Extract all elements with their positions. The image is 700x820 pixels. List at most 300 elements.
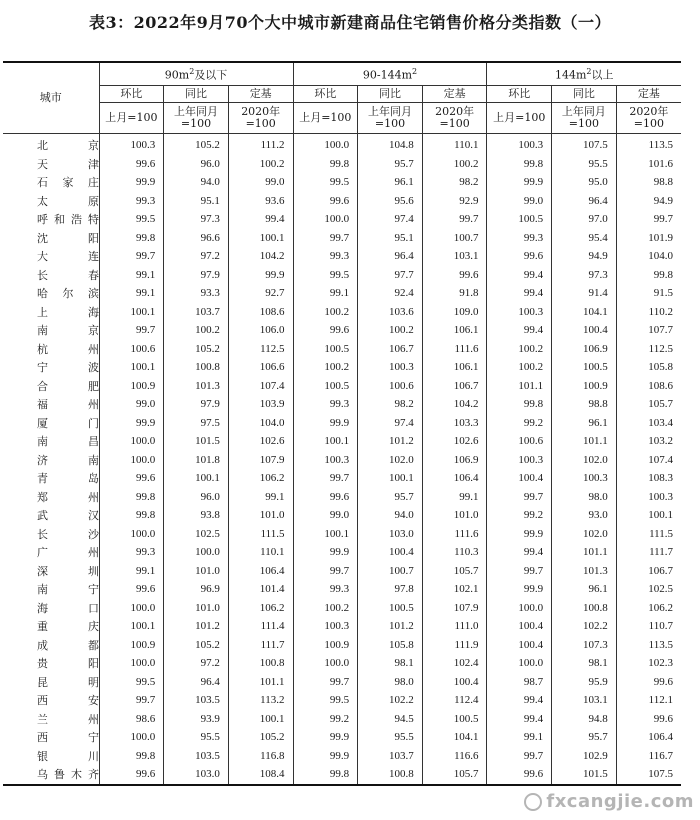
index-value-cell: 112.4 [422,691,487,710]
city-name-cell [3,765,99,785]
index-value-cell: 96.0 [164,488,229,507]
city-name: 广州 [37,546,99,560]
base-header-prev-year: 上年同月=100 [552,103,617,134]
index-value-cell: 99.9 [293,543,358,562]
index-value-cell: 100.2 [293,358,358,377]
index-value-cell: 112.5 [228,340,293,359]
index-value-cell: 102.9 [552,747,617,766]
city-name-cell [3,358,99,377]
city-name-cell [3,525,99,544]
index-value-cell: 105.7 [422,562,487,581]
index-value-cell: 100.2 [293,599,358,618]
base-header-prev-month: 上月=100 [487,103,552,134]
city-name-cell [3,654,99,673]
index-value-cell: 100.1 [358,469,423,488]
index-value-cell: 95.5 [552,155,617,174]
index-value-cell: 102.0 [552,525,617,544]
index-value-cell: 106.4 [422,469,487,488]
index-value-cell: 99.9 [228,266,293,285]
index-value-cell: 110.2 [616,303,681,322]
index-value-cell: 97.5 [164,414,229,433]
index-value-cell: 102.0 [552,451,617,470]
index-value-cell: 95.7 [358,488,423,507]
index-value-cell: 100.1 [228,229,293,248]
city-name: 济南 [37,453,99,467]
index-value-cell: 107.9 [228,451,293,470]
city-name-cell [3,543,99,562]
index-value-cell: 100.2 [228,155,293,174]
table-row [3,377,681,396]
index-value-cell: 104.1 [422,728,487,747]
index-value-cell: 100.4 [358,543,423,562]
index-value-cell: 94.8 [552,710,617,729]
city-name: 杭州 [37,342,99,356]
table-row [3,691,681,710]
city-name: 长春 [37,268,99,282]
index-value-cell: 101.3 [164,377,229,396]
city-name: 兰州 [37,712,99,726]
table-row [3,358,681,377]
index-value-cell: 99.7 [487,488,552,507]
index-value-cell: 99.6 [487,765,552,785]
index-value-cell: 93.3 [164,284,229,303]
index-value-cell: 99.4 [487,710,552,729]
index-value-cell: 99.5 [293,266,358,285]
index-value-cell: 100.0 [99,599,164,618]
index-value-cell: 101.1 [228,673,293,692]
index-value-cell: 100.9 [99,377,164,396]
index-value-cell: 105.8 [358,636,423,655]
table-row [3,488,681,507]
table-header [3,62,681,134]
index-value-cell: 106.7 [422,377,487,396]
city-name-cell [3,580,99,599]
city-name: 西安 [37,694,99,708]
city-name-cell [3,377,99,396]
index-value-cell: 96.1 [552,580,617,599]
table-row [3,562,681,581]
city-name-cell [3,155,99,174]
table-row [3,765,681,785]
index-value-cell: 99.3 [487,229,552,248]
index-value-cell: 100.1 [228,710,293,729]
table-row [3,469,681,488]
group-header-under-90: $90m^2$及以下 [99,62,293,86]
index-value-cell: 99.8 [99,747,164,766]
index-value-cell: 103.1 [422,247,487,266]
index-value-cell: 99.3 [293,580,358,599]
index-value-cell: 102.4 [422,654,487,673]
index-value-cell: 97.4 [358,210,423,229]
city-name: 海口 [37,601,99,615]
index-value-cell: 99.1 [228,488,293,507]
index-value-cell: 100.1 [99,303,164,322]
index-value-cell: 100.4 [487,617,552,636]
index-value-cell: 94.9 [552,247,617,266]
sub-header-base: 定基 [422,86,487,103]
index-value-cell: 100.7 [422,229,487,248]
table-row [3,192,681,211]
city-name-cell [3,691,99,710]
index-value-cell: 99.9 [99,173,164,192]
index-value-cell: 111.6 [422,340,487,359]
index-value-cell: 103.2 [616,432,681,451]
sub-header-base: 定基 [228,86,293,103]
table-row [3,599,681,618]
city-name-cell [3,469,99,488]
city-name: 成都 [37,638,99,652]
city-name: 哈尔滨 [37,287,99,301]
index-value-cell: 106.7 [616,562,681,581]
base-header-2020: 2020年=100 [228,103,293,134]
table-row [3,747,681,766]
index-value-cell: 102.5 [164,525,229,544]
index-value-cell: 95.5 [358,728,423,747]
city-name-cell [3,673,99,692]
index-value-cell: 99.7 [616,210,681,229]
city-name: 南昌 [37,435,99,449]
index-value-cell: 100.3 [616,488,681,507]
index-value-cell: 99.9 [487,580,552,599]
index-value-cell: 97.2 [164,247,229,266]
index-value-cell: 102.0 [358,451,423,470]
index-value-cell: 99.8 [99,506,164,525]
index-value-cell: 111.9 [422,636,487,655]
index-value-cell: 100.2 [164,321,229,340]
index-value-cell: 92.7 [228,284,293,303]
watermark-logo-icon [524,793,542,811]
index-value-cell: 95.6 [358,192,423,211]
index-value-cell: 116.8 [228,747,293,766]
index-value-cell: 111.4 [228,617,293,636]
index-value-cell: 101.5 [552,765,617,785]
index-value-cell: 98.2 [422,173,487,192]
index-value-cell: 99.5 [99,210,164,229]
table-row [3,728,681,747]
index-value-cell: 93.9 [164,710,229,729]
index-value-cell: 95.0 [552,173,617,192]
index-value-cell: 97.8 [358,580,423,599]
index-value-cell: 99.7 [293,673,358,692]
index-value-cell: 99.1 [487,728,552,747]
city-name: 银川 [37,749,99,763]
index-value-cell: 99.3 [99,543,164,562]
index-value-cell: 103.7 [358,747,423,766]
index-value-cell: 100.0 [293,654,358,673]
index-value-cell: 101.1 [552,543,617,562]
base-header-prev-year: 上年同月=100 [164,103,229,134]
city-name-cell [3,506,99,525]
city-name-cell [3,247,99,266]
index-value-cell: 97.4 [358,414,423,433]
city-name: 武汉 [37,509,99,523]
index-value-cell: 100.8 [358,765,423,785]
index-value-cell: 106.1 [422,358,487,377]
city-name-cell [3,173,99,192]
city-name: 石家庄 [37,176,99,190]
index-value-cell: 112.1 [616,691,681,710]
index-value-cell: 113.5 [616,636,681,655]
index-value-cell: 95.7 [358,155,423,174]
index-value-cell: 105.7 [616,395,681,414]
city-name: 乌鲁木齐 [37,768,99,782]
table-row [3,506,681,525]
index-value-cell: 95.9 [552,673,617,692]
city-name-cell [3,451,99,470]
index-value-cell: 103.6 [358,303,423,322]
city-name: 重庆 [37,620,99,634]
index-value-cell: 102.2 [552,617,617,636]
index-value-cell: 99.6 [99,580,164,599]
index-value-cell: 101.8 [164,451,229,470]
index-value-cell: 97.7 [358,266,423,285]
index-value-cell: 106.2 [616,599,681,618]
table-row [3,636,681,655]
index-value-cell: 99.6 [293,488,358,507]
city-name-cell [3,210,99,229]
index-value-cell: 92.9 [422,192,487,211]
city-name-cell [3,747,99,766]
city-name: 深圳 [37,564,99,578]
sub-header-yoy: 同比 [164,86,229,103]
index-value-cell: 110.7 [616,617,681,636]
index-value-cell: 97.9 [164,266,229,285]
table-row [3,134,681,155]
index-value-cell: 107.4 [228,377,293,396]
index-value-cell: 99.7 [293,562,358,581]
index-value-cell: 99.3 [293,395,358,414]
index-value-cell: 106.9 [422,451,487,470]
index-value-cell: 99.6 [99,155,164,174]
index-value-cell: 99.8 [487,395,552,414]
index-value-cell: 111.5 [616,525,681,544]
index-value-cell: 100.0 [99,728,164,747]
index-value-cell: 99.7 [99,247,164,266]
index-value-cell: 103.4 [616,414,681,433]
index-value-cell: 91.4 [552,284,617,303]
index-value-cell: 99.4 [487,321,552,340]
index-value-cell: 99.8 [99,488,164,507]
index-value-cell: 97.0 [552,210,617,229]
index-value-cell: 100.2 [293,303,358,322]
table-title: 表3：2022年9月70个大中城市新建商品住宅销售价格分类指数（一） [88,13,612,32]
city-name-cell [3,432,99,451]
city-name: 南宁 [37,583,99,597]
index-value-cell: 99.8 [99,229,164,248]
index-value-cell: 110.1 [422,134,487,155]
index-value-cell: 104.8 [358,134,423,155]
index-value-cell: 98.2 [358,395,423,414]
index-value-cell: 101.1 [552,432,617,451]
table-row [3,617,681,636]
index-value-cell: 101.0 [164,562,229,581]
index-value-cell: 101.2 [164,617,229,636]
index-value-cell: 99.1 [99,266,164,285]
index-value-cell: 101.6 [616,155,681,174]
index-value-cell: 91.5 [616,284,681,303]
index-value-cell: 99.6 [293,321,358,340]
index-value-cell: 101.2 [358,432,423,451]
index-value-cell: 100.5 [293,377,358,396]
index-value-cell: 101.0 [164,599,229,618]
index-value-cell: 107.3 [552,636,617,655]
index-value-cell: 108.6 [228,303,293,322]
group-header-over-144: $144m^2$以上 [487,62,681,86]
index-value-cell: 95.1 [358,229,423,248]
index-value-cell: 101.1 [487,377,552,396]
index-value-cell: 106.7 [358,340,423,359]
sub-header-mom: 环比 [293,86,358,103]
index-value-cell: 111.2 [228,134,293,155]
index-value-cell: 99.6 [99,469,164,488]
city-name-cell [3,192,99,211]
index-value-cell: 99.6 [616,673,681,692]
city-name-cell [3,636,99,655]
city-name: 郑州 [37,490,99,504]
index-value-cell: 96.9 [164,580,229,599]
index-value-cell: 101.3 [552,562,617,581]
index-value-cell: 100.6 [99,340,164,359]
index-value-cell: 99.8 [616,266,681,285]
index-value-cell: 100.8 [228,654,293,673]
index-value-cell: 98.1 [358,654,423,673]
index-value-cell: 95.7 [552,728,617,747]
index-value-cell: 99.5 [99,673,164,692]
index-value-cell: 104.2 [422,395,487,414]
city-name: 呼和浩特 [37,213,99,227]
index-value-cell: 99.4 [487,266,552,285]
table-row [3,284,681,303]
index-value-cell: 111.6 [422,525,487,544]
city-name: 上海 [37,305,99,319]
index-value-cell: 99.5 [293,691,358,710]
index-value-cell: 99.9 [293,728,358,747]
city-name-cell [3,710,99,729]
index-value-cell: 98.6 [99,710,164,729]
index-value-cell: 99.4 [487,691,552,710]
index-value-cell: 99.8 [487,155,552,174]
city-name-cell [3,414,99,433]
city-name: 沈阳 [37,231,99,245]
base-header-2020: 2020年=100 [616,103,681,134]
index-value-cell: 99.2 [293,710,358,729]
index-value-cell: 103.0 [164,765,229,785]
index-value-cell: 99.8 [293,765,358,785]
index-value-cell: 106.2 [228,599,293,618]
index-value-cell: 100.3 [552,469,617,488]
index-value-cell: 101.9 [616,229,681,248]
index-value-cell: 96.6 [164,229,229,248]
base-header-2020: 2020年=100 [422,103,487,134]
index-value-cell: 103.0 [358,525,423,544]
index-value-cell: 94.5 [358,710,423,729]
index-value-cell: 106.2 [228,469,293,488]
table-row [3,525,681,544]
index-value-cell: 100.1 [293,432,358,451]
index-value-cell: 93.6 [228,192,293,211]
index-value-cell: 99.9 [293,747,358,766]
index-value-cell: 112.5 [616,340,681,359]
table-body [3,134,681,785]
index-value-cell: 106.0 [228,321,293,340]
index-value-cell: 103.5 [164,691,229,710]
index-value-cell: 106.1 [422,321,487,340]
city-name-cell [3,728,99,747]
city-name: 福州 [37,398,99,412]
index-value-cell: 99.9 [487,173,552,192]
base-header-prev-month: 上月=100 [99,103,164,134]
index-value-cell: 108.4 [228,765,293,785]
index-value-cell: 98.8 [552,395,617,414]
city-name: 宁波 [37,361,99,375]
table-row [3,266,681,285]
index-value-cell: 100.5 [358,599,423,618]
group-header-90-144: $90-144m^2$ [293,62,487,86]
index-value-cell: 111.0 [422,617,487,636]
index-value-cell: 102.2 [358,691,423,710]
index-value-cell: 94.0 [164,173,229,192]
city-name-cell [3,284,99,303]
index-value-cell: 100.3 [487,134,552,155]
index-value-cell: 98.0 [552,488,617,507]
index-value-cell: 105.2 [164,340,229,359]
table-row [3,543,681,562]
table-row [3,673,681,692]
table-row [3,173,681,192]
index-value-cell: 96.1 [358,173,423,192]
index-value-cell: 100.5 [422,710,487,729]
city-name: 天津 [37,157,99,171]
city-name-cell [3,229,99,248]
index-value-cell: 107.7 [616,321,681,340]
index-value-cell: 100.6 [487,432,552,451]
index-value-cell: 97.3 [164,210,229,229]
index-value-cell: 98.0 [358,673,423,692]
index-value-cell: 107.9 [422,599,487,618]
index-value-cell: 100.3 [99,134,164,155]
index-value-cell: 94.9 [616,192,681,211]
city-name-cell [3,321,99,340]
index-value-cell: 100.0 [99,654,164,673]
index-value-cell: 104.0 [616,247,681,266]
index-value-cell: 95.5 [164,728,229,747]
index-value-cell: 99.4 [487,284,552,303]
index-value-cell: 100.4 [487,636,552,655]
index-value-cell: 107.5 [552,134,617,155]
city-name: 昆明 [37,675,99,689]
index-value-cell: 105.2 [164,134,229,155]
index-value-cell: 104.0 [228,414,293,433]
index-value-cell: 99.3 [293,247,358,266]
city-name-cell [3,488,99,507]
index-value-cell: 96.4 [358,247,423,266]
index-value-cell: 93.0 [552,506,617,525]
index-value-cell: 99.1 [99,562,164,581]
index-value-cell: 99.7 [99,321,164,340]
index-value-cell: 100.9 [552,377,617,396]
index-value-cell: 101.2 [358,617,423,636]
price-index-table [3,61,681,786]
index-value-cell: 100.1 [164,469,229,488]
index-value-cell: 99.6 [99,765,164,785]
watermark: fxcangjie.com [524,791,694,812]
index-value-cell: 100.6 [358,377,423,396]
city-name-cell [3,303,99,322]
table-row [3,303,681,322]
index-value-cell: 113.2 [228,691,293,710]
index-value-cell: 103.3 [422,414,487,433]
index-value-cell: 99.0 [487,192,552,211]
